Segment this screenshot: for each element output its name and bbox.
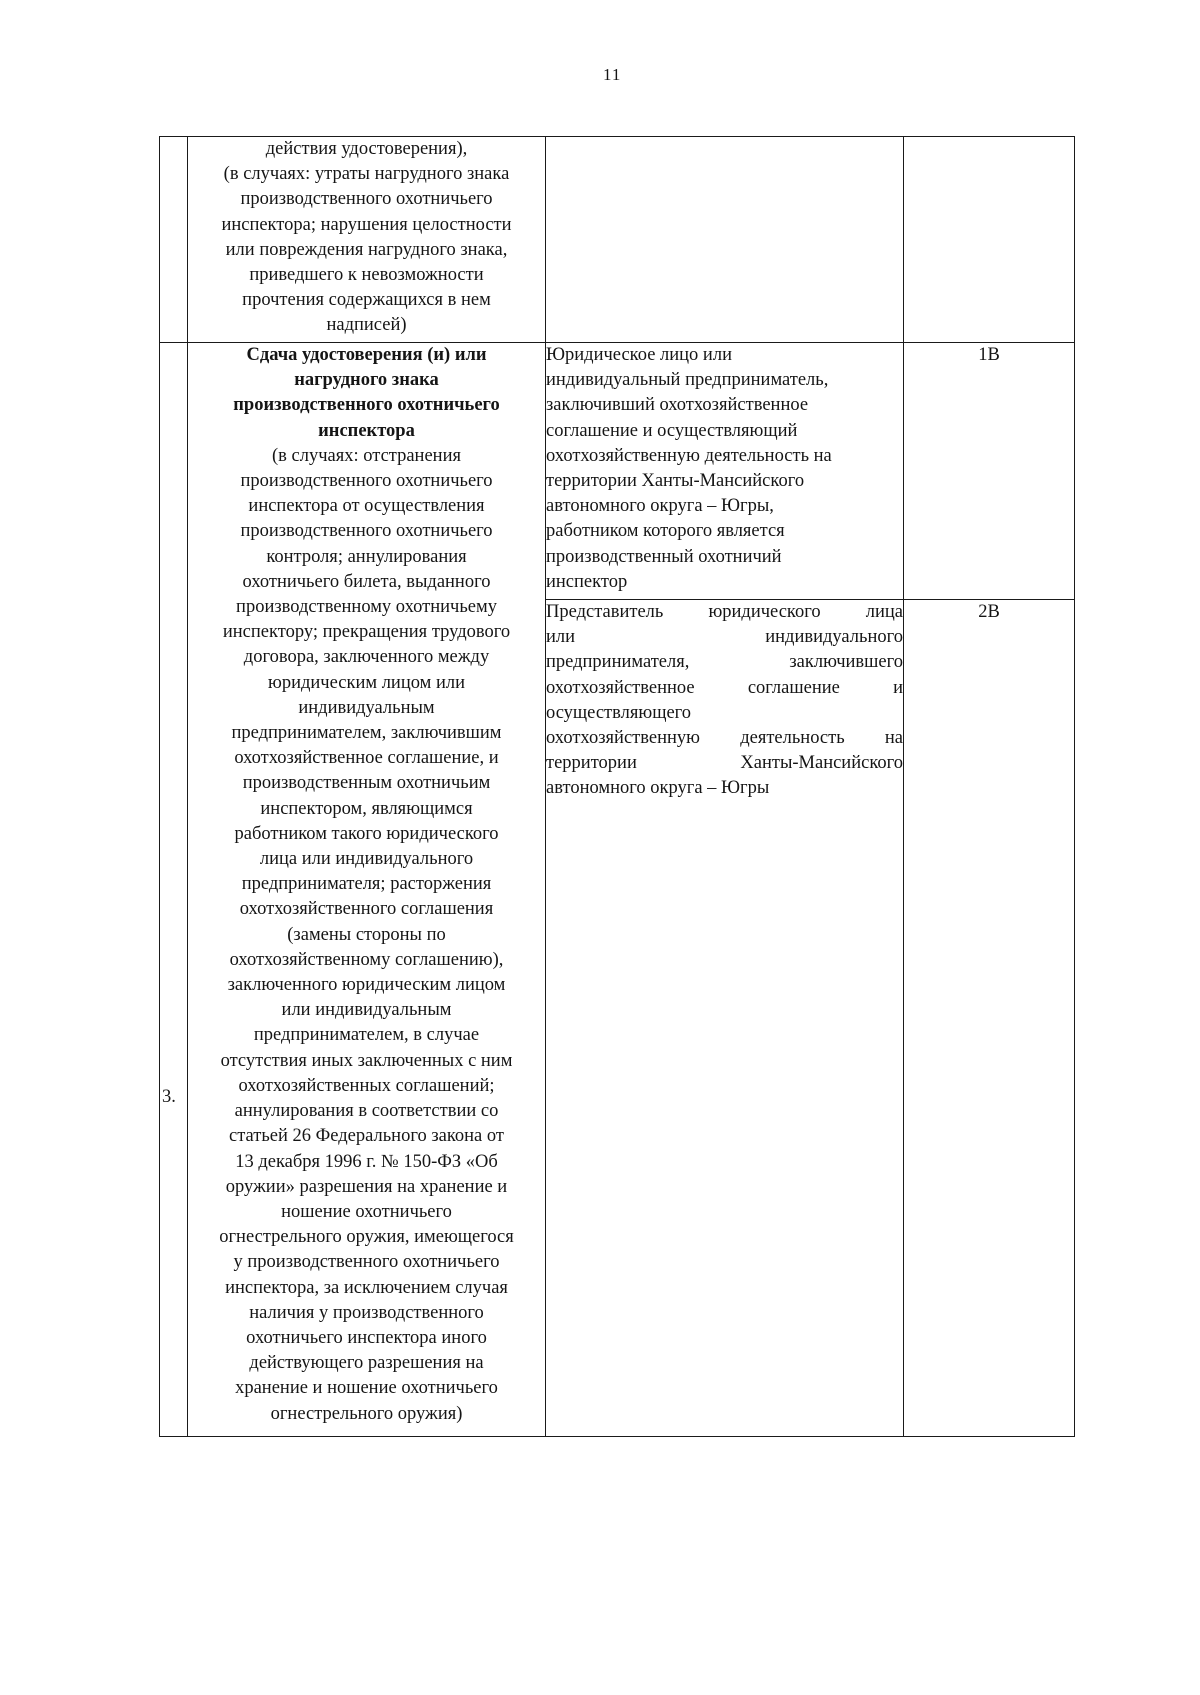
table-row: [160, 137, 1075, 343]
party-cell: [546, 137, 904, 343]
description-line: охотхозяйственное соглашение, и: [234, 748, 499, 769]
description-line: производственного охотничьего: [240, 189, 493, 210]
description-line: или повреждения нагрудного знака,: [225, 239, 508, 260]
code-value: 1В: [978, 345, 1000, 365]
code-cell: [904, 600, 1075, 1437]
description-line: инспектора от осуществления: [248, 496, 485, 517]
party-line: Представитель юридического лица: [546, 602, 903, 622]
description-line: охотничьего билета, выданного: [242, 571, 491, 592]
party-line: индивидуальный предприниматель,: [546, 370, 829, 391]
description-line: заключенного юридическим лицом: [227, 975, 506, 996]
description-line: наличия у производственного: [249, 1302, 484, 1323]
party-line: соглашение и осуществляющий: [546, 420, 798, 441]
description-line: (в случаях: отстранения: [272, 445, 461, 466]
description-line: контроля; аннулирования: [266, 546, 467, 567]
description-cell: [188, 137, 546, 343]
description-line: ношение охотничьего: [281, 1201, 452, 1222]
party-line: работником которого является: [546, 521, 785, 542]
description-line: у производственного охотничьего: [233, 1252, 500, 1273]
party-line: охотхозяйственную деятельность на: [546, 728, 903, 749]
party-line: автономного округа – Югры: [546, 778, 770, 799]
item-title-line: нагрудного знака: [294, 370, 439, 391]
description-line: охотничьего инспектора иного: [246, 1327, 487, 1348]
description-line: юридическим лицом или: [268, 672, 465, 693]
description-line: предпринимателем, в случае: [253, 1025, 480, 1046]
number-cell: [160, 343, 188, 1437]
description-line: индивидуальным: [298, 697, 435, 718]
description-line: предпринимателем, заключившим: [231, 723, 502, 744]
description-line: оружии» разрешения на хранение и: [225, 1176, 508, 1197]
description-line: (в случаях: утраты нагрудного знака: [223, 164, 510, 185]
description-line: действующего разрешения на: [249, 1353, 484, 1374]
description-line: инспектору; прекращения трудового: [222, 622, 511, 643]
description-line: охотхозяйственных соглашений;: [238, 1075, 495, 1096]
description-line: лица или индивидуального: [259, 849, 474, 870]
code-cell: [904, 343, 1075, 600]
description-line: предпринимателя; расторжения: [241, 874, 492, 895]
table-row: [160, 343, 1075, 600]
party-line: или индивидуального: [546, 627, 903, 648]
description-line: производственного охотничьего: [240, 521, 493, 542]
party-line: заключивший охотхозяйственное: [546, 395, 809, 416]
page-number: 11: [603, 65, 622, 84]
party-cell: [546, 343, 904, 600]
document-table: [159, 136, 1075, 1437]
description-line: охотхозяйственному соглашению),: [229, 949, 504, 970]
party-line: автономного округа – Югры,: [546, 496, 774, 517]
description-line: договора, заключенного между: [243, 647, 490, 668]
party-line: предпринимателя, заключившего: [546, 652, 903, 673]
description-line: (замены стороны по: [287, 924, 446, 945]
party-line: территории Ханты-Мансийского: [546, 471, 805, 492]
party-line: осуществляющего: [546, 702, 692, 723]
party-line: охотхозяйственную деятельность на: [546, 445, 832, 466]
code-cell: [904, 137, 1075, 343]
description-line: хранение и ношение охотничьего: [235, 1378, 498, 1399]
party-line: производственный охотничий: [546, 546, 782, 567]
party-line: охотхозяйственное соглашение и: [546, 677, 903, 698]
description-line: производственного охотничьего: [240, 471, 493, 492]
party-line: инспектор: [546, 571, 628, 592]
description-line: действия удостоверения),: [265, 139, 468, 159]
description-line: инспектора, за исключением случая: [225, 1277, 508, 1298]
description-line: аннулирования в соответствии со: [234, 1101, 499, 1122]
party-cell: [546, 600, 904, 1437]
description-cell: [188, 343, 546, 1437]
item-title-line: производственного охотничьего: [233, 395, 500, 416]
party-line: территории Ханты-Мансийского: [546, 753, 903, 774]
description-line: инспектором, являющимся: [260, 798, 473, 819]
description-line: отсутствия иных заключенных с ним: [220, 1050, 513, 1071]
description-line: 13 декабря 1996 г. № 150-ФЗ «Об: [235, 1151, 498, 1172]
description-line: производственным охотничьим: [242, 773, 491, 794]
description-line: приведшего к невозможности: [249, 265, 484, 286]
description-line: инспектора; нарушения целостности: [221, 214, 512, 235]
description-line: охотхозяйственного соглашения: [239, 899, 494, 920]
description-line: надписей): [326, 315, 407, 336]
description-line: производственному охотничьему: [236, 597, 497, 618]
description-line: или индивидуальным: [281, 1000, 452, 1021]
party-line: Юридическое лицо или: [546, 345, 732, 365]
description-line: прочтения содержащихся в нем: [242, 290, 491, 311]
code-value: 2В: [978, 602, 1000, 622]
description-line: работником такого юридического: [234, 823, 499, 844]
item-number: 3.: [162, 1087, 176, 1107]
description-line: огнестрельного оружия, имеющегося: [219, 1227, 514, 1248]
item-title-line: Сдача удостоверения (и) или: [246, 345, 487, 365]
number-cell: [160, 137, 188, 343]
description-line: статьей 26 Федерального закона от: [229, 1126, 504, 1147]
item-title-line: инспектора: [318, 420, 415, 441]
description-line: огнестрельного оружия): [270, 1403, 463, 1424]
